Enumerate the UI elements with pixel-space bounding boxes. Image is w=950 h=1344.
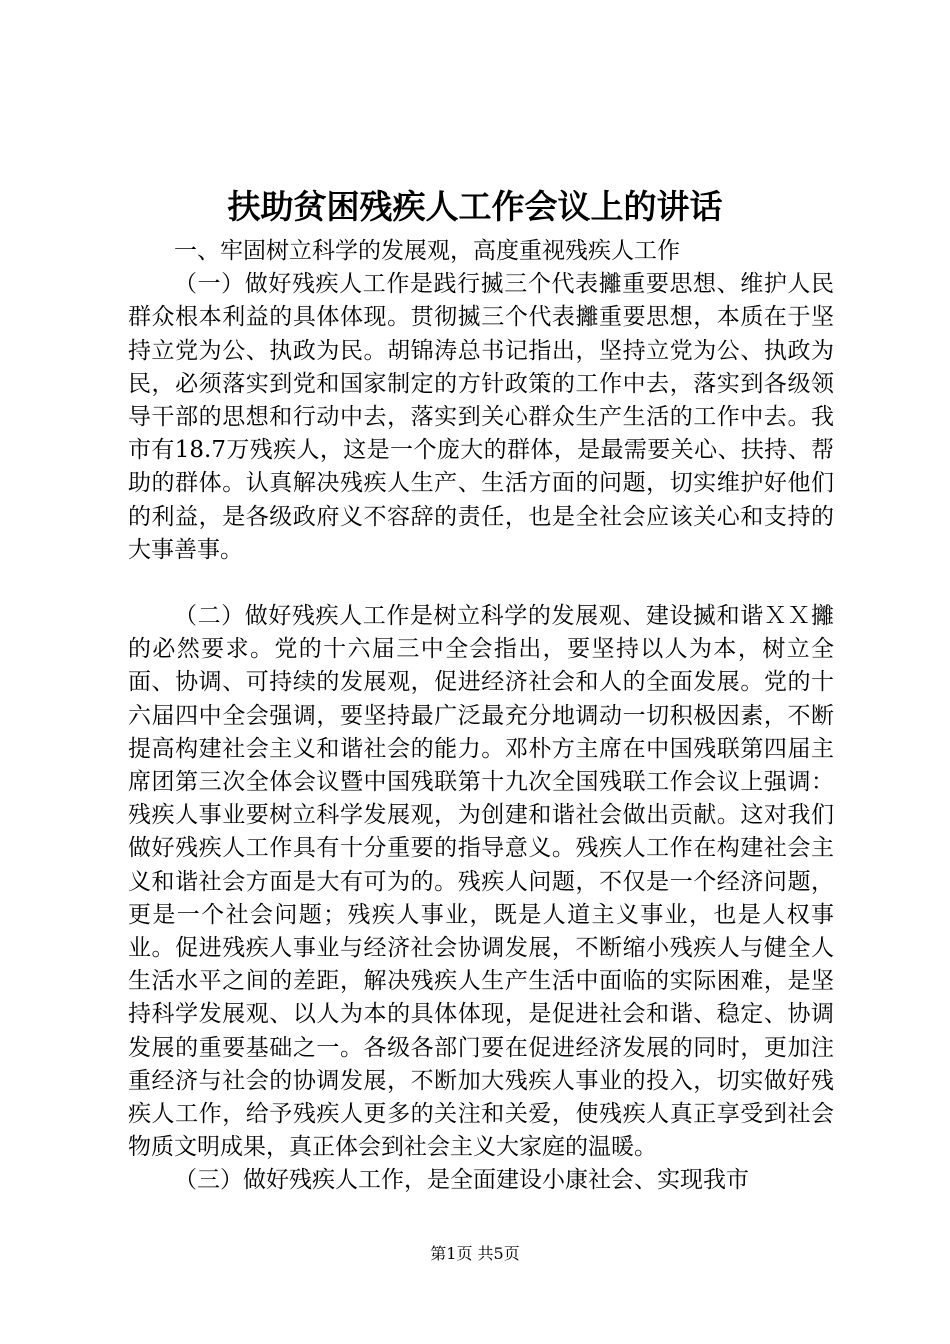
document-body <box>128 235 834 1198</box>
paragraph-1: （一）做好残疾人工作是践行揻三个代表攡重要思想、维护人民群众根本利益的具体体现。贯彻揻三个代表攡重要思想，本质在于坚持立党为公、执政为民。胡锦涛总书记指出，坚持立党为公、执政为民，必须落实到党和国家制定的方针政策的工作中去，落实到各级领导干部的思想和行动中去，落实到关心群众生产生活的工作中去。我市有18.7万残疾人，这是一个庞大的群体，是最需要关心、扶持、帮助的群体。认真解决残疾人生产、生活方面的问题，切实维护好他们的利益，是各级政府义不容辞的责任，也是全社会应该关心和支持的大事善事。 <box>128 271 834 563</box>
page-footer: 第1页 共5页 <box>430 1244 520 1263</box>
section-heading: 一、牢固树立科学的发展观，高度重视残疾人工作 <box>174 238 680 264</box>
paragraph-2: （二）做好残疾人工作是树立科学的发展观、建设揻和谐ＸＸ攡的必然要求。党的十六届三中全会指出，要坚持以人为本，树立全面、协调、可持续的发展观，促进经济社会和人的全面发展。党的十六届四中全会强调，要坚持最广泛最充分地调动一切积极因素，不断提高构建社会主义和谐社会的能力。邓朴方主席在中国残联第四届主席团第三次全体会议暨中国残联第十九次全国残联工作会议上强调：残疾人事业要树立科学发展观，为创建和谐社会做出贡献。这对我们做好残疾人工作具有十分重要的指导意义。残疾人工作在构建社会主义和谐社会方面是大有可为的。残疾人问题，不仅是一个经济问题，更是一个社会问题；残疾人事业，既是人道主义事业，也是人权事业。促进残疾人事业与经济社会协调发展，不断缩小残疾人与健全人生活水平之间的差距，解决残疾人生产生活中面临的实际困难，是坚持科学发展观、以人为本的具体体现，是促进社会和谐、稳定、协调发展的重要基础之一。各级各部门要在促进经济发展的同时，更加注重经济与社会的协调发展，不断加大残疾人事业的投入，切实做好残疾人工作，给予残疾人更多的关注和关爱，使残疾人真正享受到社会物质文明成果，真正体会到社会主义大家庭的温暖。 <box>128 603 834 1161</box>
document-title: 扶助贫困残疾人工作会议上的讲话 <box>227 187 723 226</box>
paragraph-3: （三）做好残疾人工作，是全面建设小康社会、实现我市 <box>174 1167 749 1194</box>
